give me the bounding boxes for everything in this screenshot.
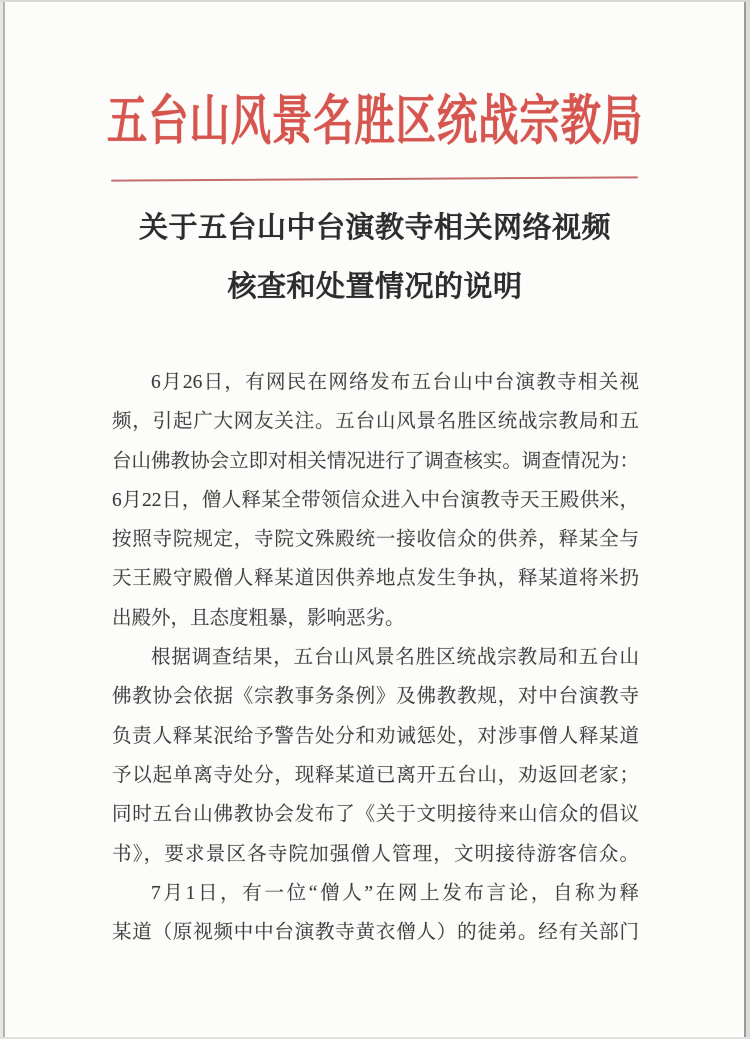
body-text-line: 6月26日，有网民在网络发布五台山中台演教寺相关视 bbox=[151, 372, 639, 393]
body-text-line: 按照寺院规定，寺院文殊殿统一接收信众的供养，释某全与 bbox=[112, 529, 639, 551]
body-text-line: 台山佛教协会立即对相关情况进行了调查核实。调查情况为： bbox=[112, 450, 639, 472]
body-text-line: 某道（原视频中中台演教寺黄衣僧人）的徒弟。经有关部门 bbox=[112, 922, 639, 944]
scan-edge-left-line bbox=[3, 0, 5, 1039]
body-text-line: 天王殿守殿僧人释某道因供养地点发生争执，释某道将米扔 bbox=[112, 568, 639, 590]
scan-edge-right-line bbox=[744, 0, 746, 1039]
body-text-line: 负责人释某泯给予警告处分和劝诫惩处，对涉事僧人释某道 bbox=[112, 725, 639, 747]
body-text-line: 予以起单离寺处分，现释某道已离开五台山，劝返回老家； bbox=[112, 764, 639, 786]
body-text-line: 根据调查结果，五台山风景名胜区统战宗教局和五台山 bbox=[151, 647, 639, 669]
body-text-line: 佛教协会依据《宗教事务条例》及佛教教规，对中台演教寺 bbox=[112, 686, 639, 708]
body-text-line: 7月1日，有一位“僧人”在网上发布言论，自称为释 bbox=[151, 882, 639, 904]
scan-edge-top bbox=[0, 0, 750, 2]
body-text-line: 出殿外，且态度粗暴，影响恶劣。 bbox=[112, 607, 405, 629]
scan-edge-left-shadow bbox=[0, 0, 3, 1039]
body-text-line: 同时五台山佛教协会发布了《关于文明接待来山信众的倡议 bbox=[112, 804, 639, 826]
document-body bbox=[112, 363, 639, 952]
body-text-line: 书》，要求景区各寺院加强僧人管理，文明接待游客信众。 bbox=[112, 843, 639, 865]
letterhead-divider-rule bbox=[111, 176, 638, 181]
body-text-line: 频，引起广大网友关注。五台山风景名胜区统战宗教局和五 bbox=[112, 411, 639, 433]
letterhead-agency-title: 五台山风景名胜区统战宗教局 bbox=[106, 91, 644, 151]
document-title-line1: 关于五台山中台演教寺相关网络视频 bbox=[138, 212, 611, 244]
scan-edge-right-shadow bbox=[746, 0, 750, 1039]
document-title-line2: 核查和处置情况的说明 bbox=[227, 271, 523, 303]
body-text-line: 6月22日，僧人释某全带领信众进入中台演教寺天王殿供米， bbox=[112, 489, 639, 511]
